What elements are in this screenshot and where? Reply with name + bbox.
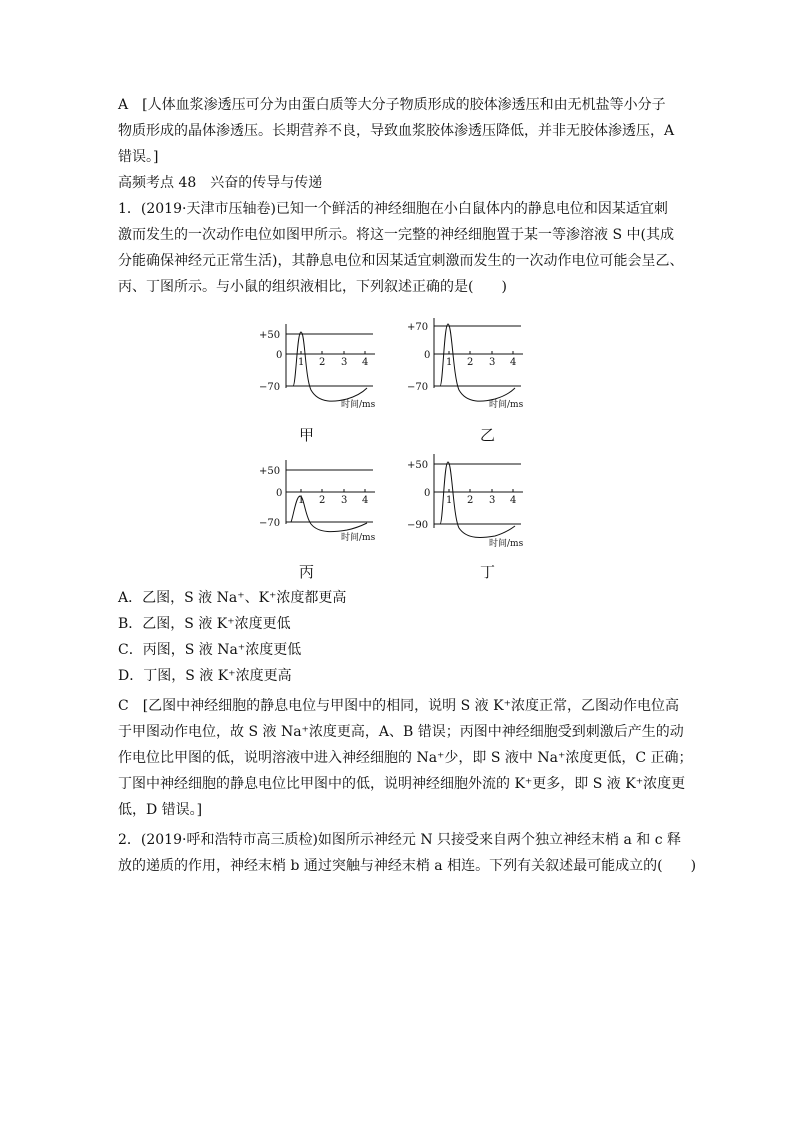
figure-ding [403, 452, 533, 552]
x-tick-4: 4 [510, 357, 517, 368]
option-a: A．乙图，S 液 Na⁺、K⁺浓度都更高 [118, 590, 347, 606]
x-tick-3: 3 [489, 495, 496, 506]
figure-jia [255, 322, 385, 412]
y-zero-label: 0 [276, 350, 283, 361]
answer-2-line-2: 于甲图动作电位，故 S 液 Na⁺浓度更高，A、B 错误；丙图中神经细胞受到刺激后产生的动 [118, 724, 684, 740]
figure-caption-ding: 丁 [480, 563, 496, 581]
y-top-label: +50 [407, 460, 429, 471]
x-axis-label: 时间/ms [489, 539, 524, 549]
option-c: C．丙图，S 液 Na⁺浓度更低 [118, 642, 302, 658]
x-tick-4: 4 [362, 495, 369, 506]
option-d: D．丁图，S 液 K⁺浓度更高 [118, 668, 292, 684]
x-tick-1: 1 [446, 357, 453, 368]
x-tick-1: 1 [298, 495, 305, 506]
x-tick-2: 2 [319, 495, 326, 506]
question-1-line-1: 1．(2019·天津市压轴卷)已知一个鲜活的神经细胞在小白鼠体内的静息电位和因某适宜刺 [118, 201, 668, 217]
question-1-line-4: 丙、丁图所示。与小鼠的组织液相比，下列叙述正确的是( ) [118, 279, 507, 295]
x-tick-2: 2 [467, 357, 474, 368]
y-bottom-label: −70 [259, 518, 281, 529]
y-bottom-label: −90 [407, 520, 429, 531]
y-zero-label: 0 [276, 488, 283, 499]
y-bottom-label: −70 [407, 382, 429, 393]
y-zero-label: 0 [424, 488, 431, 499]
y-bottom-label: −70 [259, 382, 281, 393]
figure-caption-jia: 甲 [299, 426, 315, 444]
figure-bing [255, 458, 385, 548]
x-tick-3: 3 [341, 495, 348, 506]
x-tick-2: 2 [467, 495, 474, 506]
answer-1-line-1: A [人体血浆渗透压可分为由蛋白质等大分子物质形成的胶体渗透压和由无机盐等小分子 [118, 97, 666, 113]
x-tick-1: 1 [298, 357, 305, 368]
section-heading: 高频考点 48 兴奋的传导与传递 [118, 175, 323, 191]
answer-2-line-5: 低，D 错误。] [118, 802, 203, 818]
x-axis-label: 时间/ms [489, 400, 524, 410]
x-tick-1: 1 [446, 495, 453, 506]
question-1-line-3: 分能确保神经元正常生活)，其静息电位和因某适宜刺激而发生的一次动作电位可能会呈乙、 [118, 253, 684, 269]
question-1-line-2: 激而发生的一次动作电位如图甲所示。将这一完整的神经细胞置于某一等渗溶液 S 中(其成 [118, 227, 674, 243]
figure-yi [403, 316, 533, 412]
answer-2-line-1: C [乙图中神经细胞的静息电位与甲图中的相同，说明 S 液 K⁺浓度正常，乙图动作电位高 [118, 698, 679, 714]
y-top-label: +50 [259, 330, 281, 341]
x-tick-4: 4 [362, 357, 369, 368]
x-tick-3: 3 [341, 357, 348, 368]
x-axis-label: 时间/ms [341, 400, 376, 410]
x-axis-label: 时间/ms [341, 533, 376, 543]
question-2-line-1: 2．(2019·呼和浩特市高三质检)如图所示神经元 N 只接受来自两个独立神经末梢 a 和 c 释 [118, 832, 682, 848]
x-tick-4: 4 [510, 495, 517, 506]
y-zero-label: 0 [424, 350, 431, 361]
x-tick-3: 3 [489, 357, 496, 368]
answer-1-line-2: 物质形成的晶体渗透压。长期营养不良，导致血浆胶体渗透压降低，并非无胶体渗透压，A [118, 123, 675, 139]
figure-caption-bing: 丙 [299, 563, 315, 581]
answer-2-line-4: 丁图中神经细胞的静息电位比甲图中的低，说明神经细胞外流的 K⁺更多，即 S 液 K⁺浓度更 [118, 776, 686, 792]
answer-1-line-3: 错误。] [118, 149, 159, 165]
y-top-label: +50 [259, 466, 281, 477]
figure-caption-yi: 乙 [480, 426, 496, 444]
answer-2-line-3: 作电位比甲图的低，说明溶液中进入神经细胞的 Na⁺少，即 S 液中 Na⁺浓度更低，C 正确； [118, 750, 693, 766]
y-top-label: +70 [407, 322, 429, 333]
question-2-line-2: 放的递质的作用，神经末梢 b 通过突触与神经末梢 a 相连。下列有关叙述最可能成立的( ) [118, 858, 697, 874]
x-tick-2: 2 [319, 357, 326, 368]
option-b: B．乙图，S 液 K⁺浓度更低 [118, 616, 291, 632]
